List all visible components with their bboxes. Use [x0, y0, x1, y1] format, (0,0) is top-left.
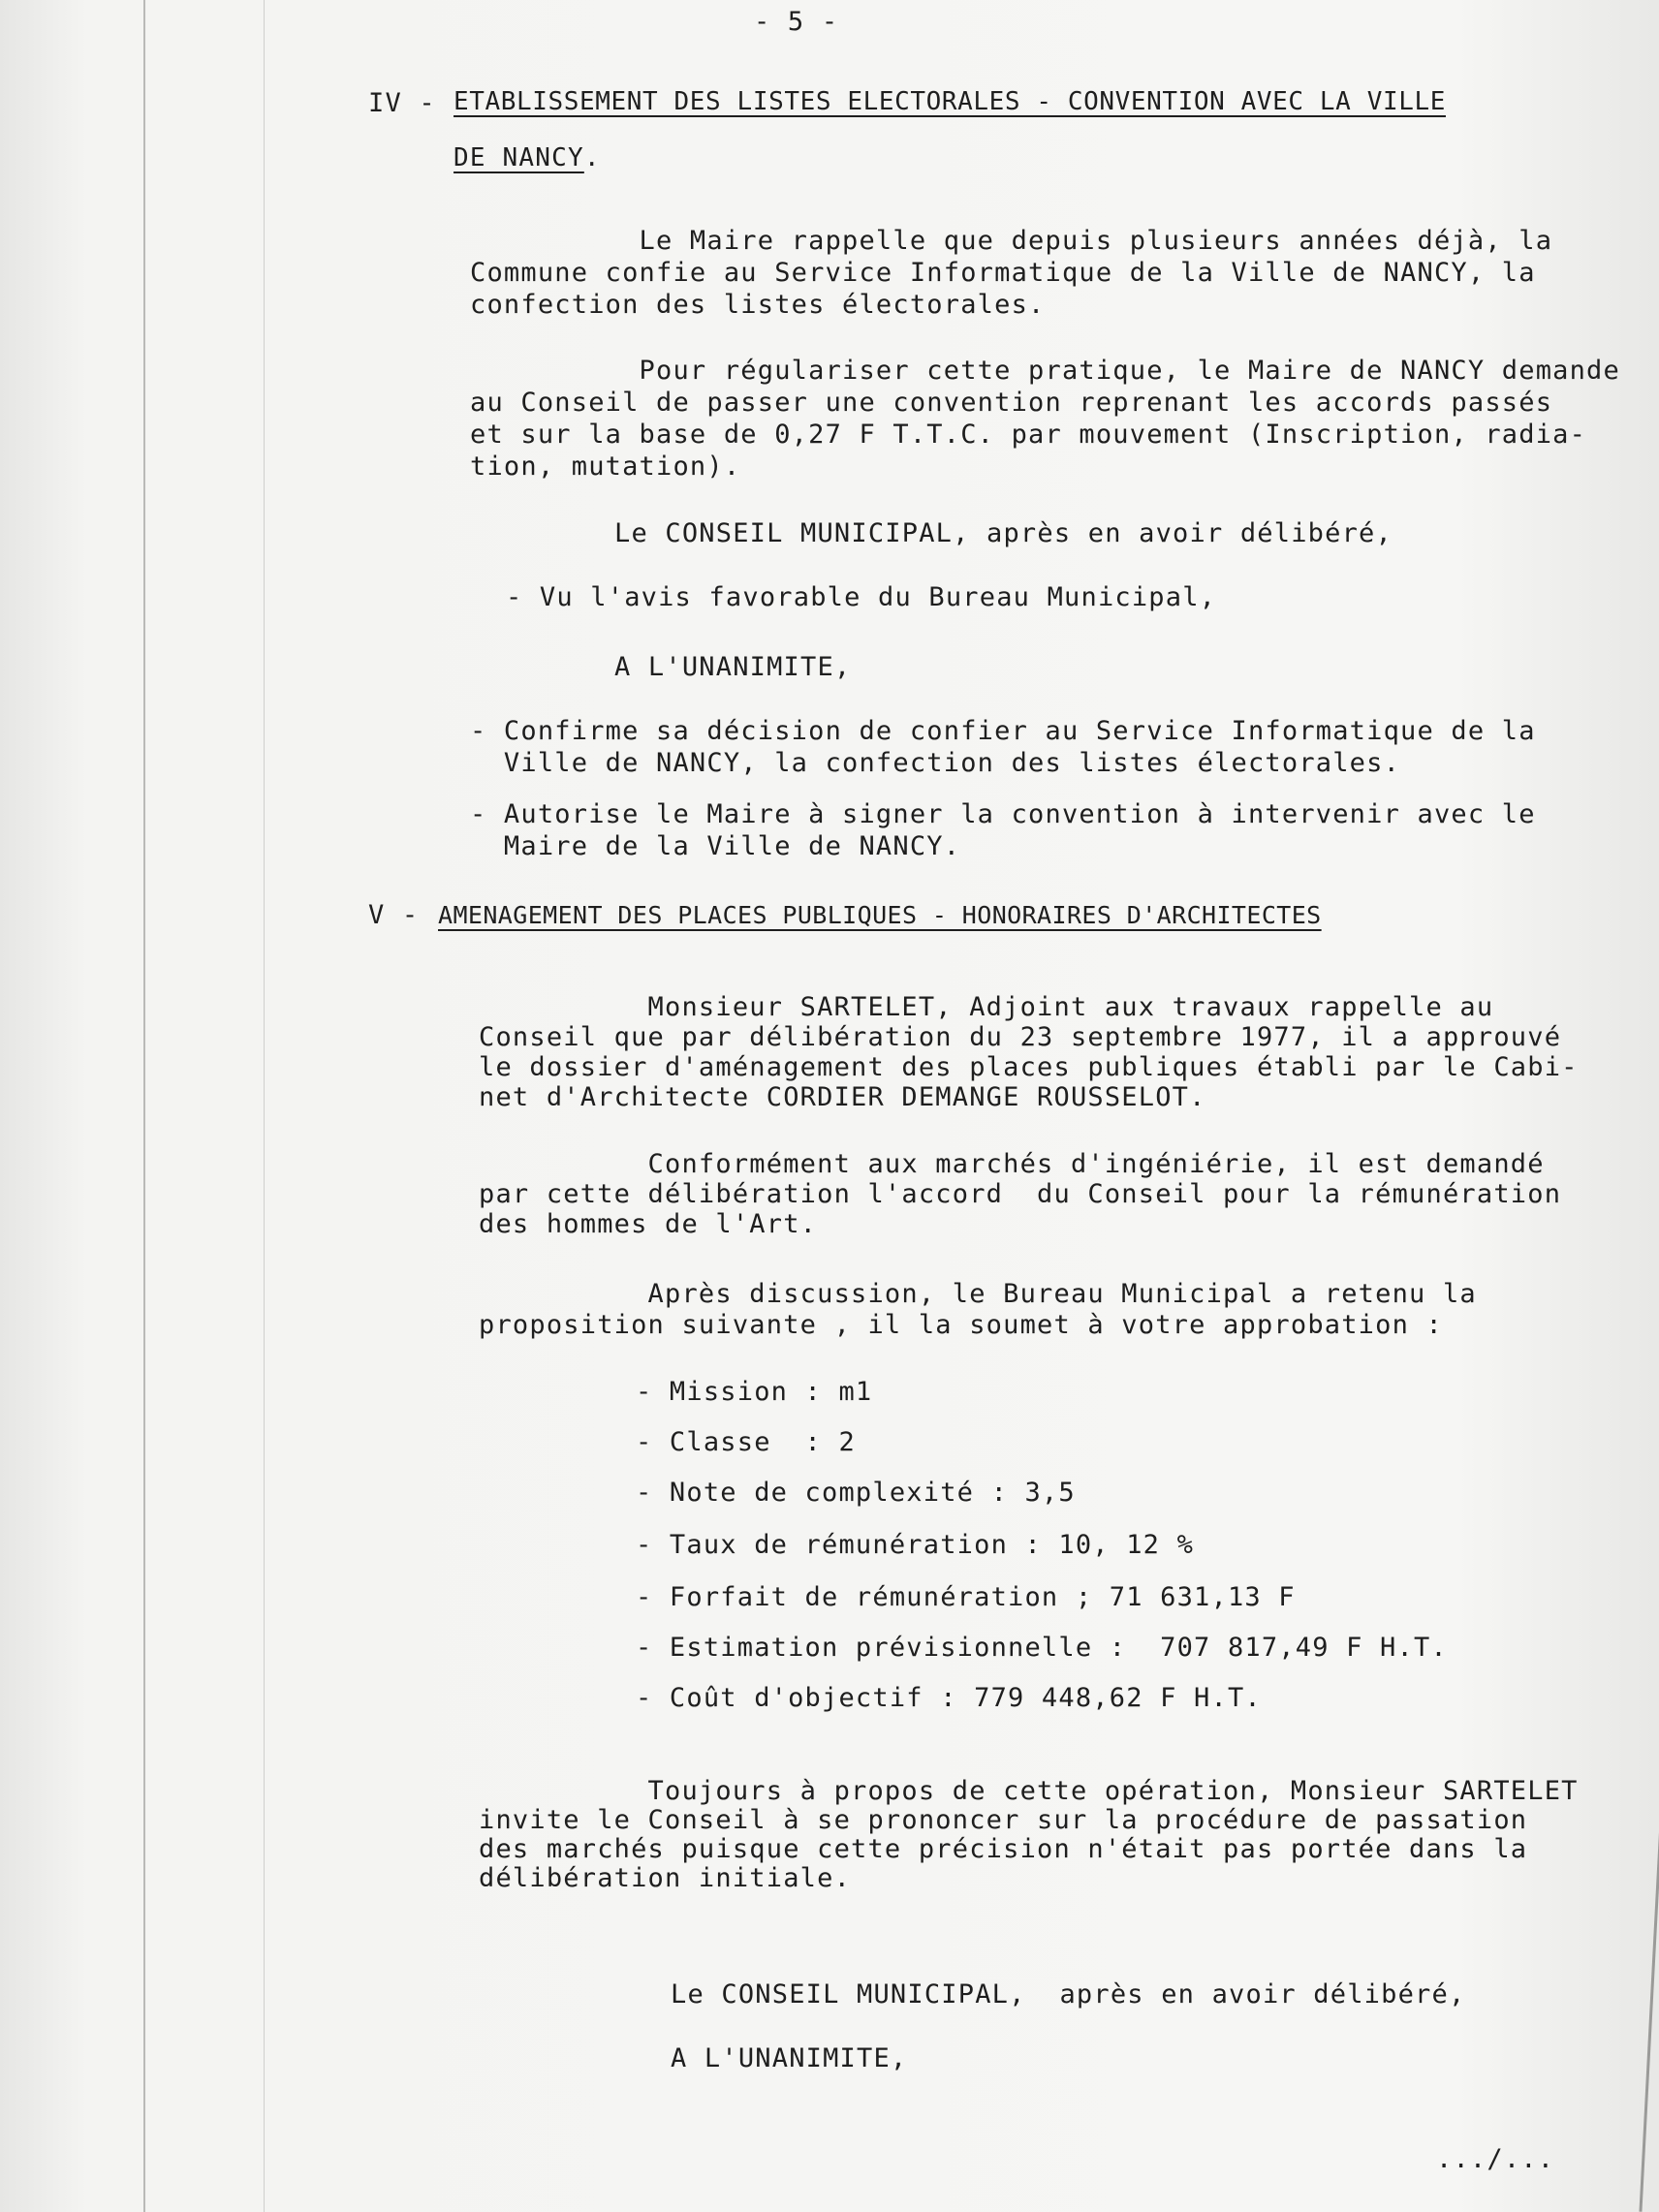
text-line: Maire de la Ville de NANCY.: [470, 831, 961, 861]
text-line: des marchés puisque cette précision n'était pas portée dans la: [479, 1834, 1528, 1864]
margin-line: [264, 0, 265, 2212]
list-item: - Note de complexité : 3,5: [636, 1478, 1076, 1508]
list-item: - Taux de rémunération : 10, 12 %: [636, 1530, 1195, 1560]
section-v-council: Le CONSEIL MUNICIPAL, après en avoir délibéré,: [671, 1979, 1466, 2009]
text-line: et sur la base de 0,27 F T.T.C. par mouvement (Inscription, radia-: [470, 420, 1587, 450]
text-line: Toujours à propos de cette opération, Monsieur SARTELET: [479, 1776, 1579, 1806]
text-line: Commune confie au Service Informatique de la Ville de NANCY, la: [470, 258, 1536, 288]
section-iv-unanimite: A L'UNANIMITE,: [614, 652, 852, 682]
text-line: le dossier d'aménagement des places publiques établi par le Cabi-: [479, 1052, 1579, 1082]
section-iv-council: Le CONSEIL MUNICIPAL, après en avoir délibéré,: [614, 518, 1393, 548]
list-item: - Forfait de rémunération ; 71 631,13 F: [636, 1582, 1296, 1612]
section-iv-decision-2: [470, 798, 1536, 862]
text-line: Pour régulariser cette pratique, le Maire de NANCY demande: [470, 356, 1620, 386]
text-line: - Autorise le Maire à signer la convention à intervenir avec le: [470, 799, 1536, 829]
text-line: Après discussion, le Bureau Municipal a retenu la: [479, 1279, 1477, 1309]
text-line: confection des listes électorales.: [470, 290, 1046, 320]
section-iv-paragraph-2: [470, 355, 1620, 483]
section-iv-paragraph-1: [470, 225, 1552, 321]
page-number: - 5 -: [754, 7, 839, 37]
section-v-number: V -: [368, 900, 420, 930]
list-item: - Coût d'objectif : 779 448,62 F H.T.: [636, 1683, 1262, 1713]
text-line: Monsieur SARTELET, Adjoint aux travaux rappelle au: [479, 992, 1494, 1022]
list-item: - Estimation prévisionnelle : 707 817,49 F H.T.: [636, 1633, 1448, 1663]
text-line: Ville de NANCY, la confection des listes électorales.: [470, 748, 1401, 778]
section-v-paragraph-2: [479, 1149, 1561, 1239]
text-line: des hommes de l'Art.: [479, 1209, 818, 1239]
text-line: invite le Conseil à se prononcer sur la procédure de passation: [479, 1805, 1528, 1835]
text-line: par cette délibération l'accord du Conseil pour la rémunération: [479, 1179, 1562, 1209]
text-line: - Confirme sa décision de confier au Service Informatique de la: [470, 716, 1536, 746]
list-item: - Mission : m1: [636, 1377, 873, 1407]
section-v-paragraph-3: [479, 1279, 1477, 1341]
page-edge: [1639, 1822, 1659, 2212]
text-line: Conformément aux marchés d'ingéniérie, il est demandé: [479, 1149, 1545, 1179]
continuation-mark: .../...: [1436, 2144, 1555, 2174]
section-v-title: AMENAGEMENT DES PLACES PUBLIQUES - HONORAIRES D'ARCHITECTES: [438, 901, 1322, 929]
text-line: net d'Architecte CORDIER DEMANGE ROUSSELOT.: [479, 1082, 1206, 1112]
section-v-paragraph-4: [479, 1777, 1579, 1893]
text-line: Conseil que par délibération du 23 septembre 1977, il a approuvé: [479, 1022, 1562, 1052]
text-line: Le Maire rappelle que depuis plusieurs années déjà, la: [470, 226, 1553, 256]
text-line: au Conseil de passer une convention reprenant les accords passés: [470, 388, 1553, 418]
section-iv-title-line1: ETABLISSEMENT DES LISTES ELECTORALES - CONVENTION AVEC LA VILLE: [454, 87, 1446, 116]
section-v-paragraph-1: [479, 992, 1579, 1112]
list-item: - Classe : 2: [636, 1427, 856, 1457]
section-iv-number: IV -: [368, 88, 436, 118]
section-iv-vu: - Vu l'avis favorable du Bureau Municipal,: [506, 582, 1217, 612]
text-line: délibération initiale.: [479, 1863, 852, 1893]
section-v-unanimite: A L'UNANIMITE,: [671, 2043, 908, 2073]
section-iv-title-line2: [454, 141, 601, 174]
text-line: proposition suivante , il la soumet à votre approbation :: [479, 1310, 1443, 1340]
section-iv-decision-1: [470, 715, 1536, 779]
margin-line: [143, 0, 145, 2212]
section-iv-title-end: .: [583, 143, 601, 172]
section-iv-title-line2-text: DE NANCY: [454, 143, 584, 172]
text-line: tion, mutation).: [470, 452, 741, 482]
